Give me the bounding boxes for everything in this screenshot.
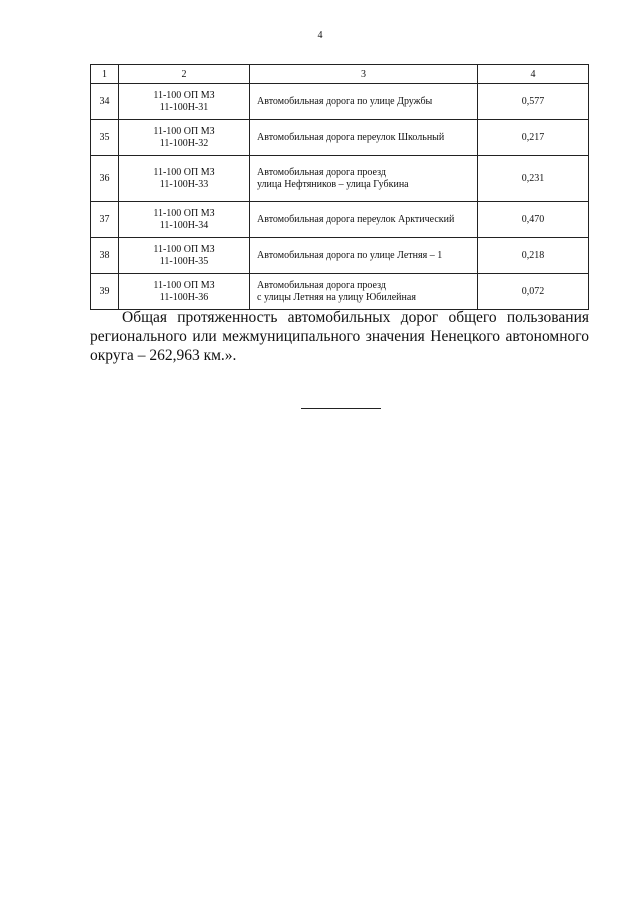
road-length: 0,231 (478, 156, 589, 202)
road-length: 0,470 (478, 202, 589, 238)
table-row (91, 238, 589, 274)
road-name (250, 274, 478, 310)
road-code-line: 11-100Н-31 (159, 101, 209, 113)
road-code-line: 11-100 ОП МЗ (153, 125, 215, 137)
road-code-line: 11-100Н-35 (159, 255, 209, 267)
roads-table (90, 64, 589, 310)
road-name-line: Автомобильная дорога по улице Дружбы (257, 95, 433, 107)
table-header-row (91, 65, 589, 84)
road-name (250, 238, 478, 274)
row-number: 36 (91, 156, 119, 202)
road-name-line: Автомобильная дорога переулок Арктический (257, 213, 455, 225)
road-name (250, 202, 478, 238)
page-number: 4 (317, 30, 323, 41)
road-name (250, 156, 478, 202)
header-col-1: 1 (91, 65, 119, 84)
table-row (91, 84, 589, 120)
road-code (119, 202, 250, 238)
road-name (250, 120, 478, 156)
row-number: 35 (91, 120, 119, 156)
road-code-line: 11-100Н-36 (159, 291, 209, 303)
road-name-line: Автомобильная дорога по улице Летняя – 1 (257, 249, 443, 261)
road-length: 0,217 (478, 120, 589, 156)
road-code (119, 84, 250, 120)
road-code-line: 11-100 ОП МЗ (153, 89, 215, 101)
road-code-line: 11-100Н-33 (159, 178, 209, 190)
separator-line (301, 408, 381, 409)
road-code-line: 11-100 ОП МЗ (153, 279, 215, 291)
road-code (119, 238, 250, 274)
road-code (119, 274, 250, 310)
row-number: 37 (91, 202, 119, 238)
road-name-line: улица Нефтяников – улица Губкина (257, 178, 409, 190)
table-row (91, 274, 589, 310)
road-name-line: Автомобильная дорога переулок Школьный (257, 131, 445, 143)
row-number: 38 (91, 238, 119, 274)
road-name-line: Автомобильная дорога проезд (257, 166, 386, 178)
road-code-line: 11-100 ОП МЗ (153, 207, 215, 219)
road-code (119, 120, 250, 156)
table-row (91, 156, 589, 202)
header-col-2: 2 (119, 65, 250, 84)
road-code (119, 156, 250, 202)
road-length: 0,218 (478, 238, 589, 274)
row-number: 34 (91, 84, 119, 120)
table-row (91, 202, 589, 238)
summary-paragraph: Общая протяженность автомобильных дорог общего пользования регионального или межмуниципального значения Ненецкого автономного округа – 262,963 км.». (90, 309, 589, 364)
road-code-line: 11-100 ОП МЗ (153, 243, 215, 255)
road-name-line: с улицы Летняя на улицу Юбилейная (257, 291, 416, 303)
road-length: 0,577 (478, 84, 589, 120)
road-length: 0,072 (478, 274, 589, 310)
road-code-line: 11-100 ОП МЗ (153, 166, 215, 178)
road-name (250, 84, 478, 120)
road-code-line: 11-100Н-32 (159, 137, 209, 149)
header-col-3: 3 (250, 65, 478, 84)
road-name-line: Автомобильная дорога проезд (257, 279, 386, 291)
table-row (91, 120, 589, 156)
road-code-line: 11-100Н-34 (159, 219, 209, 231)
header-col-4: 4 (478, 65, 589, 84)
row-number: 39 (91, 274, 119, 310)
